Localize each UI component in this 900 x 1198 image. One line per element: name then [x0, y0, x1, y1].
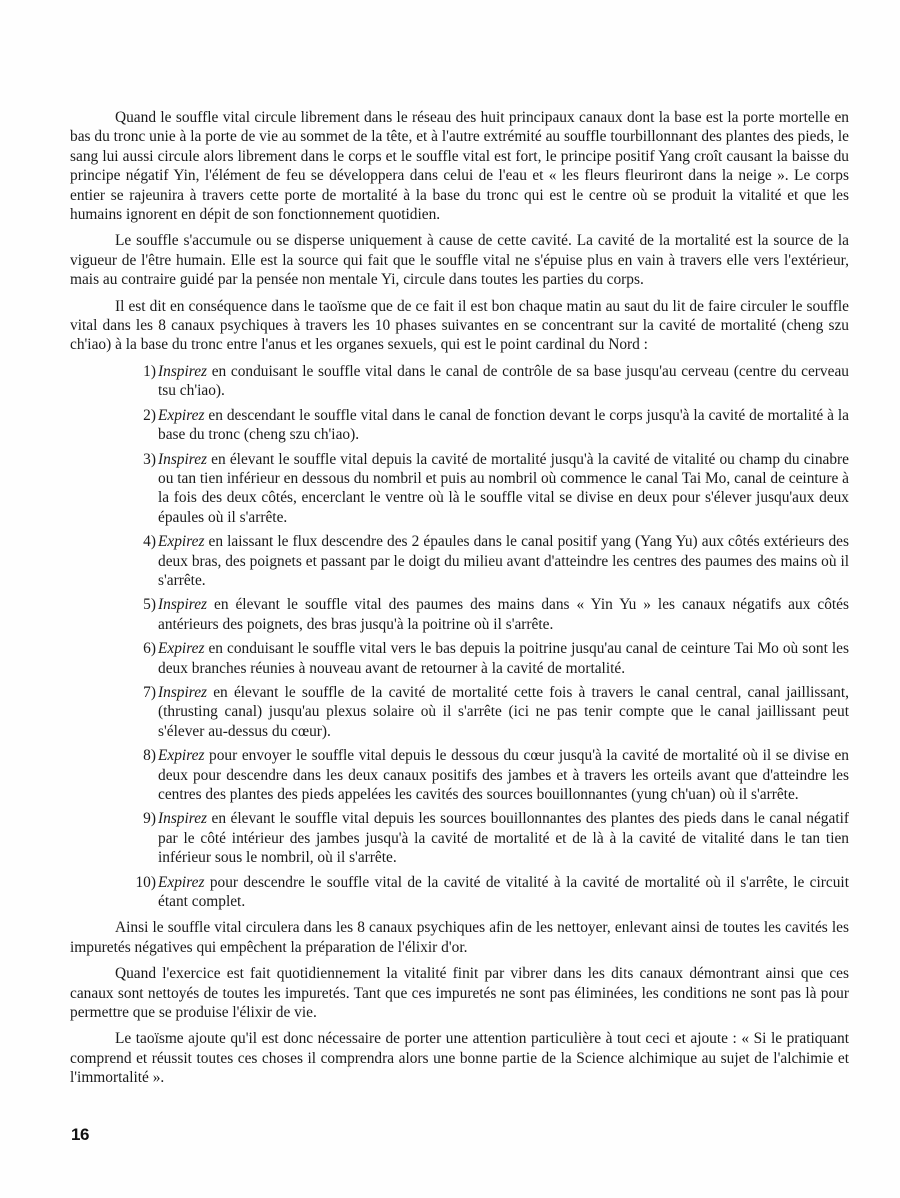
body-text	[70, 108, 849, 1088]
step-number: 1)	[143, 362, 156, 380]
step-verb: Expirez	[158, 533, 205, 551]
step-verb: Inspirez	[158, 596, 208, 614]
list-item	[70, 683, 849, 741]
paragraph: Quand le souffle vital circule librement dans le réseau des huit principaux canaux dont la base est la porte mortelle en bas du tronc unie à la porte de vie au sommet de la tête, et à l'autre extrémité au souffle tourbillonnant des plantes des pieds, le sang lui aussi circule alors librement dans le corps et le souffle vital est fort, le principe positif Yang croît causant la baisse du principe négatif Yin, l'élément de feu se développera dans celui de l'eau et « les fleurs fleuriront dans la neige ». Le corps entier se rajeunira à travers cette porte de mortalité à la base du tronc qui est le centre où se produit la vitalité et que les humains ignorent en dépit de son fonctionnement quotidien.	[70, 109, 849, 224]
step-number: 10)	[135, 873, 156, 891]
step-number: 6)	[143, 640, 156, 658]
step-number: 2)	[143, 406, 156, 424]
step-number: 8)	[143, 747, 156, 765]
step-text: en élevant le souffle vital depuis la cavité de mortalité jusqu'à la cavité de vitalité ou champ du cinabre ou tan tien inférieur en dessous du nombril et puis au nombril où commence le canal Tai Mo, canal de ceinture à la fois des deux côtés, encerclant le ventre où là le souffle vital se divise en deux pour s'élever jusqu'aux deux épaules où il s'arrête.	[158, 450, 849, 526]
step-number: 3)	[143, 450, 156, 468]
step-verb: Inspirez	[158, 810, 208, 828]
list-item	[70, 362, 849, 401]
list-item	[70, 746, 849, 804]
step-verb: Expirez	[158, 406, 205, 424]
list-item	[70, 406, 849, 445]
step-verb: Inspirez	[158, 683, 208, 701]
step-text: pour envoyer le souffle vital depuis le dessous du cœur jusqu'à la cavité de mortalité où il se divise en deux pour descendre dans les deux canaux positifs des jambes et à travers les orteils avant que d'atteindre les centres des plantes des pieds appelées les cavités des sources bouillonnantes (yung ch'uan) où il s'arrête.	[158, 747, 849, 803]
step-text: pour descendre le souffle vital de la cavité de vitalité à la cavité de mortalité où il s'arrête, le circuit étant complet.	[158, 873, 849, 911]
step-text: en élevant le souffle vital des paumes des mains dans « Yin Yu » les canaux négatifs aux côtés antérieurs des poignets, des bras jusqu'à la poitrine où il s'arrête.	[158, 596, 849, 633]
list-item	[70, 809, 849, 867]
list-item	[70, 532, 849, 590]
step-verb: Inspirez	[158, 362, 208, 380]
list-item	[70, 450, 849, 528]
paragraph: Le taoïsme ajoute qu'il est donc nécessaire de porter une attention particulière à tout ceci et ajoute : « Si le pratiquant comprend et réussit toutes ces choses il comprendra alors une bonne partie de la Science alchimique au sujet de l'alchimie et l'immortalité ».	[70, 1030, 849, 1087]
step-verb: Expirez	[158, 747, 205, 765]
step-number: 4)	[143, 533, 156, 551]
step-number: 5)	[143, 596, 156, 614]
step-text: en élevant le souffle vital depuis les sources bouillonnantes des plantes des pieds dans le canal négatif par le côté intérieur des jambes jusqu'à la cavité de mortalité et de là à la cavité de vitalité dans le tan tien inférieur sous le nombril, où il s'arrête.	[158, 810, 849, 867]
paragraph: Ainsi le souffle vital circulera dans les 8 canaux psychiques afin de les nettoyer, enlevant ainsi de toutes les cavités les impuretés négatives qui empêchent la préparation de l'élixir d'or.	[70, 919, 849, 956]
step-text: en conduisant le souffle vital dans le canal de contrôle de sa base jusqu'au cerveau (centre du cerveau tsu ch'iao).	[158, 362, 849, 400]
list-item	[70, 639, 849, 678]
step-text: en conduisant le souffle vital vers le bas depuis la poitrine jusqu'au canal de ceinture Tai Mo où sont les deux branches réunies à nouveau avant de retourner à la cavité de mortalité.	[158, 640, 849, 677]
step-verb: Expirez	[158, 640, 205, 658]
step-text: en élevant le souffle de la cavité de mortalité cette fois à travers le canal central, canal jaillissant, (thrusting canal) jusqu'au plexus solaire où il s'arrête (ici ne pas tenir compte que le canal jaillissant peut s'élever au-dessus du cœur).	[158, 683, 849, 740]
list-item	[70, 595, 849, 634]
step-number: 9)	[143, 810, 156, 828]
paragraph: Le souffle s'accumule ou se disperse uniquement à cause de cette cavité. La cavité de la mortalité est la source de la vigueur de l'être humain. Elle est la source qui fait que le souffle vital ne s'épuise plus en vain à travers elle vers l'extérieur, mais au contraire guidé par la pensée non mentale Yi, circule dans toutes les parties du corps.	[70, 232, 849, 289]
paragraph: Quand l'exercice est fait quotidiennement la vitalité finit par vibrer dans les dits canaux démontrant ainsi que ces canaux sont nettoyés de toutes les impuretés. Tant que ces impuretés ne sont pas éliminées, les conditions ne sont pas là pour permettre que se produise l'élixir de vie.	[70, 965, 849, 1022]
page-number: 16	[71, 1125, 89, 1144]
breathing-steps-list	[70, 362, 849, 912]
step-number: 7)	[143, 683, 156, 701]
step-text: en descendant le souffle vital dans le canal de fonction devant le corps jusqu'à la cavité de mortalité à la base du tronc (cheng szu ch'iao).	[158, 406, 849, 444]
list-item	[70, 873, 849, 912]
paragraph: Il est dit en conséquence dans le taoïsme que de ce fait il est bon chaque matin au saut du lit de faire circuler le souffle vital dans les 8 canaux psychiques à travers les 10 phases suivantes en se concentrant sur la cavité de mortalité (cheng szu ch'iao) à la base du tronc entre l'anus et les organes sexuels, qui est le point cardinal du Nord :	[70, 297, 849, 354]
step-verb: Expirez	[158, 873, 205, 891]
step-verb: Inspirez	[158, 450, 208, 468]
step-text: en laissant le flux descendre des 2 épaules dans le canal positif yang (Yang Yu) aux côtés extérieurs des deux bras, des poignets et passant par le doigt du milieu avant d'atteindre les centres des paumes des mains où il s'arrête.	[158, 533, 849, 589]
